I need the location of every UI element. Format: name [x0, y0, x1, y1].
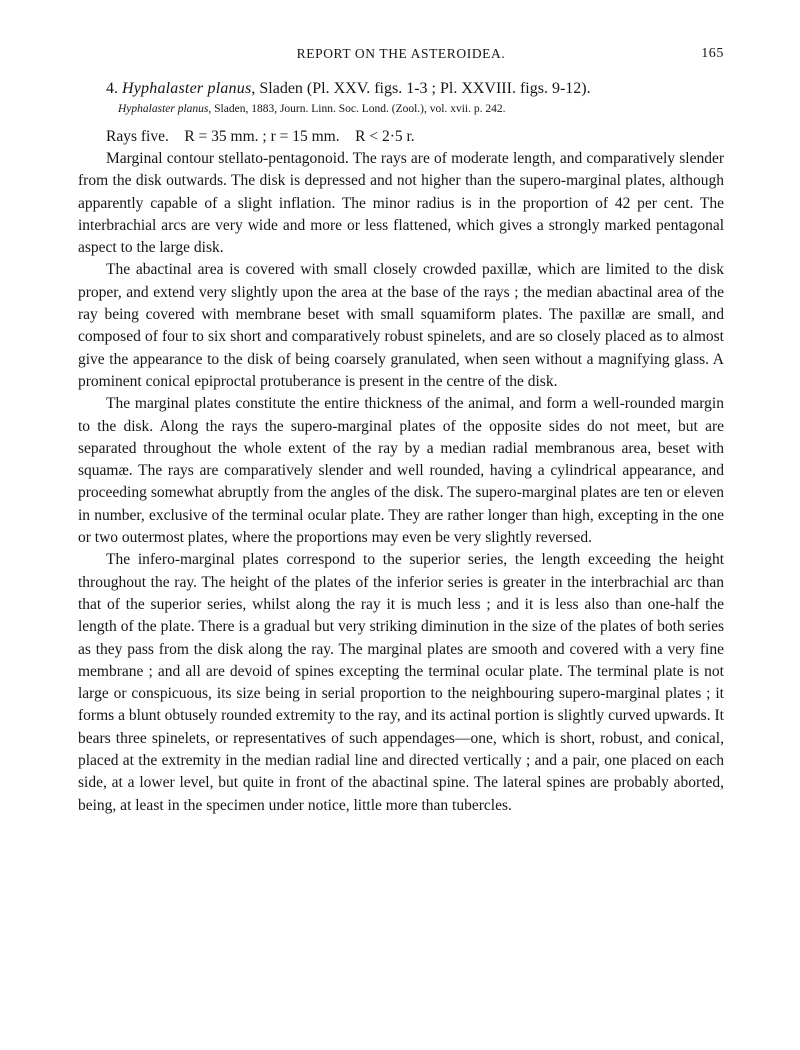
species-name: Hyphalaster planus — [122, 80, 252, 97]
species-authority: , Sladen (Pl. XXV. figs. 1-3 ; Pl. XXVIII. figs. 9-12). — [251, 80, 591, 97]
paragraph-marginal-plates: The marginal plates constitute the entire thickness of the animal, and form a well-rounded margin to the disk. Along the rays the supero-marginal plates of the opposite sides do not meet, but are separated throughout the whole extent of the ray by a median radial membranous area, beset with squamæ. The rays are comparatively slender and well rounded, having a cylindrical appearance, and proceeding somewhat abruptly from the angles of the disk. The supero-marginal plates are ten or eleven in number, exclusive of the terminal ocular plate. They are rather longer than high, excepting in the one or two outermost plates, where the proportions may even be very slightly reversed. — [78, 395, 724, 547]
measurements: Rays five. R = 35 mm. ; r = 15 mm. R < 2·5 r. — [106, 128, 415, 145]
species-heading — [106, 78, 724, 100]
paragraph-contour: Marginal contour stellato-pentagonoid. The rays are of moderate length, and comparatively slender from the disk outwards. The disk is depressed and not higher than the supero-marginal plates, although apparently capable of a slight inflation. The minor radius is in the proportion of 42 per cent. The interbrachial arcs are very wide and more or less flattened, which gives a strongly marked pentagonal aspect to the large disk. — [78, 150, 724, 257]
running-title: REPORT ON THE ASTEROIDEA. — [296, 46, 506, 61]
paragraph-abactinal-area: The abactinal area is covered with small closely crowded paxillæ, which are limited to the disk proper, and extend very slightly upon the area at the base of the rays ; the median abactinal area of the ray being covered with membrane beset with small squamiform plates. The paxillæ are small, and composed of four to six short and comparatively robust spinelets, and are so closely placed as to almost give the appearance to the disk of being coarsely granulated, when seen without a magnifying glass. A prominent conical epiproctal protuberance is present in the centre of the disk. — [78, 261, 724, 390]
page — [78, 46, 724, 817]
species-number: 4. — [106, 80, 118, 97]
running-head — [78, 46, 724, 70]
page-number: 165 — [701, 46, 724, 61]
synonym-reference: , Sladen, 1883, Journ. Linn. Soc. Lond. (Zool.), vol. xvii. p. 242. — [208, 103, 506, 115]
paragraph-infero-marginal-plates: The infero-marginal plates correspond to the superior series, the length exceeding the height throughout the ray. The height of the plates of the inferior series is greater in the interbrachial arc than that of the superior series, whilst along the ray it is much less ; and it is less also than one-half the length of the plate. There is a gradual but very striking diminution in the size of the plates of both series as they pass from the disk along the ray. The marginal plates are smooth and covered with a very fine membrane ; and all are devoid of spines excepting the terminal ocular plate. The terminal plate is not large or conspicuous, its size being in serial proportion to the neighbouring supero-marginal plates ; it forms a blunt obtusely rounded extremity to the ray, and its actinal portion is slightly curved upwards. It bears three spinelets, or representatives of such appendages—one, which is short, robust, and conical, placed at the extremity in the median radial line and directed vertically ; and a pair, one placed on each side, at a lower level, but quite in front of the abactinal spine. The lateral spines are probably aborted, being, at least in the specimen under notice, little more than tubercles. — [78, 551, 724, 814]
synonym-name: Hyphalaster planus — [118, 103, 209, 115]
synonym-citation — [118, 101, 724, 118]
